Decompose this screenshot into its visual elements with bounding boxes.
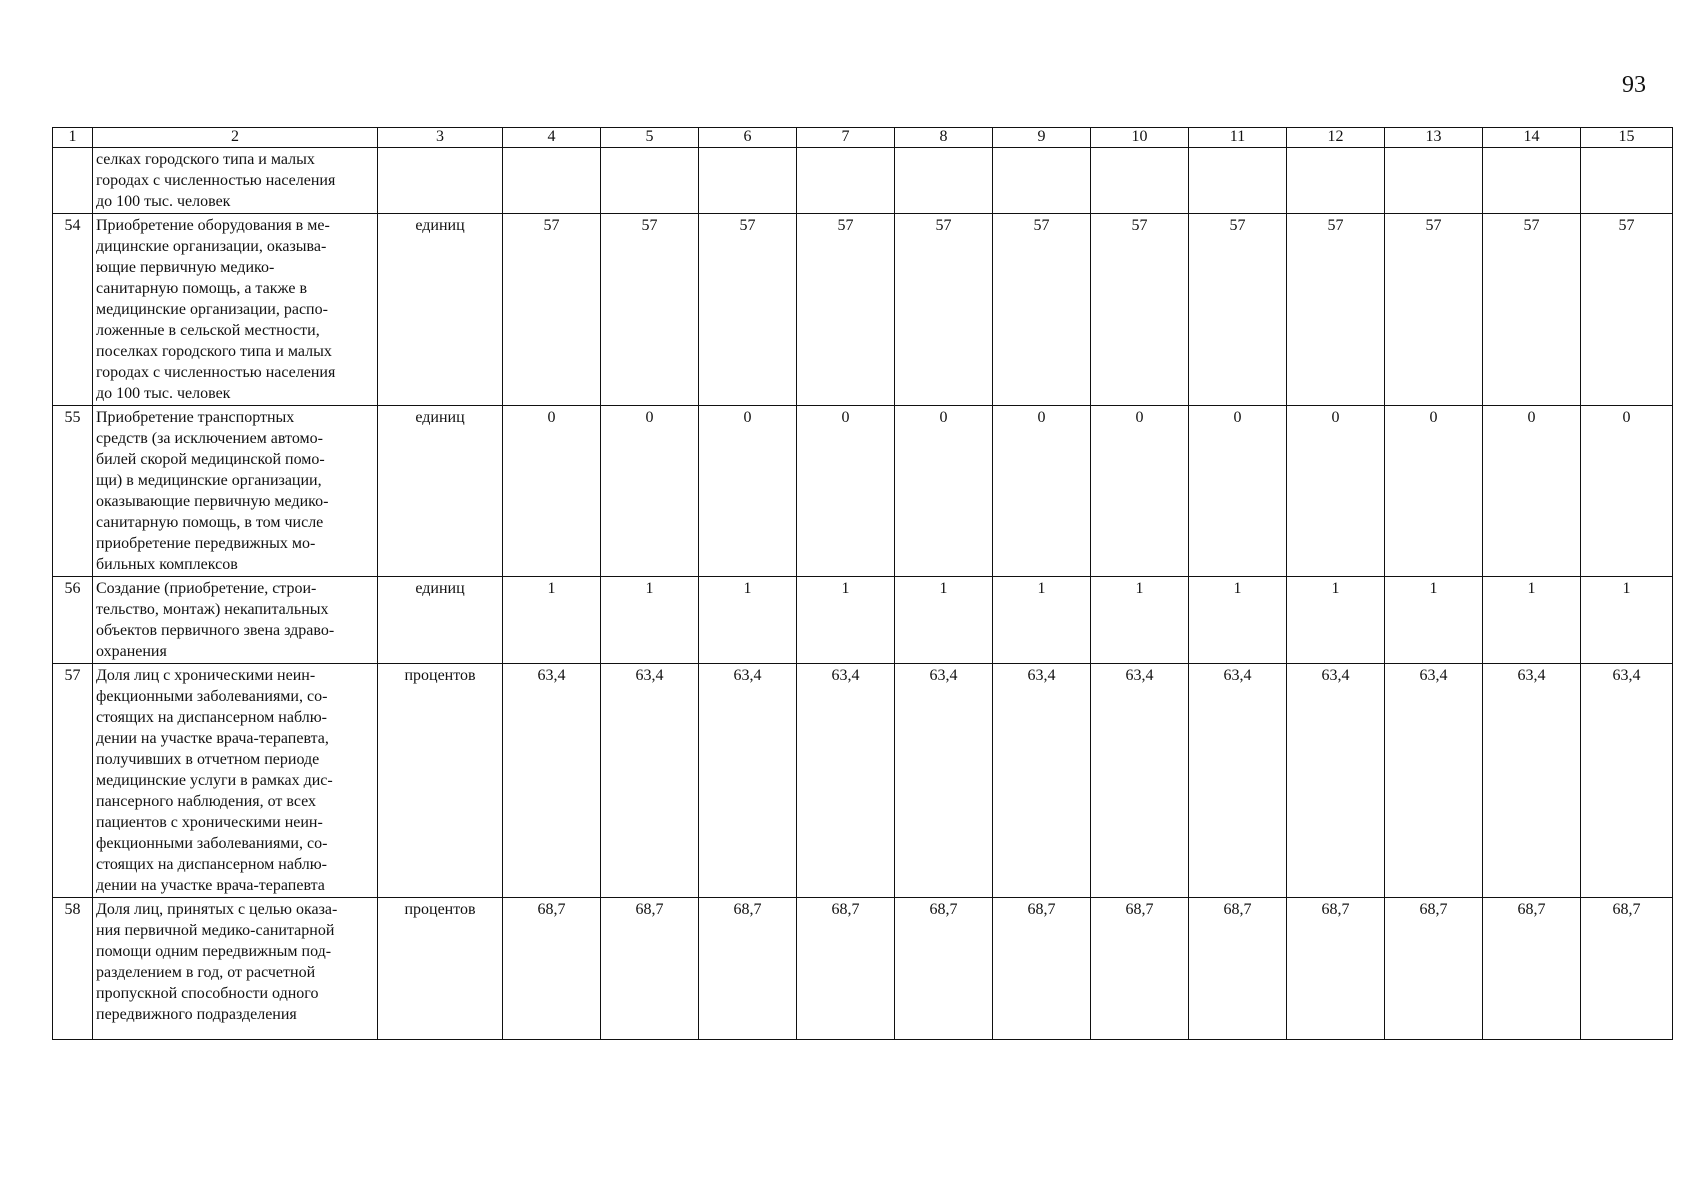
- table-row: [53, 664, 1673, 898]
- value-cell: 63,4: [1091, 664, 1189, 898]
- value-cell: 63,4: [1581, 664, 1673, 898]
- value-cell: 68,7: [699, 898, 797, 1040]
- value-cell: 1: [601, 577, 699, 664]
- value-cell: 57: [503, 214, 601, 406]
- header-cell: 12: [1287, 128, 1385, 148]
- row-number: [53, 148, 93, 214]
- value-cell: 68,7: [1385, 898, 1483, 1040]
- page-number: 93: [1622, 72, 1646, 98]
- value-cell: 57: [797, 214, 895, 406]
- header-cell: 13: [1385, 128, 1483, 148]
- value-cell: 0: [895, 406, 993, 577]
- value-cell: [1483, 148, 1581, 214]
- indicator-name: Приобретение оборудования в ме- дицинские организации, оказыва- ющие первичную медико- санитарную помощь, а также в медицинские организации, распо- ложенные в сельской местности, поселках городского типа и малых городах с численностью населения до 100 тыс. человек: [93, 214, 378, 406]
- value-cell: 0: [699, 406, 797, 577]
- value-cell: [601, 148, 699, 214]
- table-row: [53, 898, 1673, 1040]
- row-number: 55: [53, 406, 93, 577]
- value-cell: 63,4: [895, 664, 993, 898]
- value-cell: 68,7: [797, 898, 895, 1040]
- value-cell: 0: [601, 406, 699, 577]
- unit-cell: единиц: [378, 577, 503, 664]
- value-cell: 68,7: [993, 898, 1091, 1040]
- value-cell: 1: [1091, 577, 1189, 664]
- row-number: 58: [53, 898, 93, 1040]
- value-cell: 63,4: [993, 664, 1091, 898]
- value-cell: 57: [1189, 214, 1287, 406]
- value-cell: 57: [699, 214, 797, 406]
- value-cell: 63,4: [1385, 664, 1483, 898]
- value-cell: 1: [797, 577, 895, 664]
- table-row: [53, 214, 1673, 406]
- value-cell: 68,7: [503, 898, 601, 1040]
- value-cell: 0: [1385, 406, 1483, 577]
- table-row: [53, 406, 1673, 577]
- header-row: [53, 128, 1673, 148]
- value-cell: 1: [1287, 577, 1385, 664]
- value-cell: 0: [1091, 406, 1189, 577]
- header-cell: 3: [378, 128, 503, 148]
- header-cell: 6: [699, 128, 797, 148]
- header-cell: 5: [601, 128, 699, 148]
- value-cell: 0: [503, 406, 601, 577]
- value-cell: 68,7: [1483, 898, 1581, 1040]
- unit-cell: [378, 148, 503, 214]
- value-cell: 63,4: [1483, 664, 1581, 898]
- table-row: [53, 148, 1673, 214]
- header-cell: 1: [53, 128, 93, 148]
- unit-cell: процентов: [378, 898, 503, 1040]
- value-cell: 68,7: [895, 898, 993, 1040]
- value-cell: 1: [1385, 577, 1483, 664]
- value-cell: 68,7: [1189, 898, 1287, 1040]
- table-body: [53, 148, 1673, 1040]
- indicators-table: [52, 127, 1673, 1040]
- value-cell: 68,7: [1581, 898, 1673, 1040]
- row-number: 56: [53, 577, 93, 664]
- value-cell: 57: [895, 214, 993, 406]
- table-row: [53, 577, 1673, 664]
- header-cell: 11: [1189, 128, 1287, 148]
- value-cell: 0: [1581, 406, 1673, 577]
- unit-cell: единиц: [378, 214, 503, 406]
- row-number: 54: [53, 214, 93, 406]
- header-cell: 15: [1581, 128, 1673, 148]
- value-cell: 63,4: [699, 664, 797, 898]
- column-number-header: [53, 128, 1673, 148]
- value-cell: 1: [993, 577, 1091, 664]
- value-cell: 0: [1189, 406, 1287, 577]
- value-cell: 57: [601, 214, 699, 406]
- row-number: 57: [53, 664, 93, 898]
- header-cell: 7: [797, 128, 895, 148]
- header-cell: 4: [503, 128, 601, 148]
- value-cell: 1: [1189, 577, 1287, 664]
- indicator-name: Доля лиц, принятых с целью оказа- ния первичной медико-санитарной помощи одним передвижным под- разделением в год, от расчетной пропускной способности одного передвижного подразделения: [93, 898, 378, 1040]
- value-cell: 68,7: [601, 898, 699, 1040]
- value-cell: 0: [1483, 406, 1581, 577]
- unit-cell: единиц: [378, 406, 503, 577]
- value-cell: [1581, 148, 1673, 214]
- value-cell: 63,4: [1287, 664, 1385, 898]
- value-cell: 57: [993, 214, 1091, 406]
- value-cell: [503, 148, 601, 214]
- indicator-name: Доля лиц с хроническими неин- фекционными заболеваниями, со- стоящих на диспансерном наблю- дении на участке врача-терапевта, получивших в отчетном периоде медицинские услуги в рамках дис- пансерного наблюдения, от всех пациентов с хроническими неин- фекционными заболеваниями, со- стоящих на диспансерном наблю- дении на участке врача-терапевта: [93, 664, 378, 898]
- value-cell: 68,7: [1287, 898, 1385, 1040]
- value-cell: 57: [1581, 214, 1673, 406]
- header-cell: 14: [1483, 128, 1581, 148]
- value-cell: 63,4: [797, 664, 895, 898]
- indicator-name: Приобретение транспортных средств (за исключением автомо- билей скорой медицинской помо- щи) в медицинские организации, оказывающие первичную медико- санитарную помощь, в том числе приобретение передвижных мо- бильных комплексов: [93, 406, 378, 577]
- value-cell: 1: [895, 577, 993, 664]
- value-cell: [1287, 148, 1385, 214]
- value-cell: [895, 148, 993, 214]
- value-cell: 1: [1581, 577, 1673, 664]
- value-cell: 57: [1287, 214, 1385, 406]
- indicator-name: Создание (приобретение, строи- тельство, монтаж) некапитальных объектов первичного звена здраво- охранения: [93, 577, 378, 664]
- value-cell: 1: [699, 577, 797, 664]
- value-cell: 0: [1287, 406, 1385, 577]
- value-cell: 57: [1091, 214, 1189, 406]
- value-cell: 57: [1385, 214, 1483, 406]
- header-cell: 10: [1091, 128, 1189, 148]
- value-cell: [993, 148, 1091, 214]
- value-cell: 63,4: [1189, 664, 1287, 898]
- header-cell: 9: [993, 128, 1091, 148]
- value-cell: [699, 148, 797, 214]
- value-cell: 1: [503, 577, 601, 664]
- value-cell: 0: [993, 406, 1091, 577]
- value-cell: [1091, 148, 1189, 214]
- value-cell: [797, 148, 895, 214]
- value-cell: 57: [1483, 214, 1581, 406]
- value-cell: [1189, 148, 1287, 214]
- header-cell: 8: [895, 128, 993, 148]
- header-cell: 2: [93, 128, 378, 148]
- value-cell: 0: [797, 406, 895, 577]
- value-cell: 63,4: [503, 664, 601, 898]
- indicator-name: селках городского типа и малых городах с численностью населения до 100 тыс. человек: [93, 148, 378, 214]
- value-cell: [1385, 148, 1483, 214]
- value-cell: 1: [1483, 577, 1581, 664]
- unit-cell: процентов: [378, 664, 503, 898]
- value-cell: 63,4: [601, 664, 699, 898]
- value-cell: 68,7: [1091, 898, 1189, 1040]
